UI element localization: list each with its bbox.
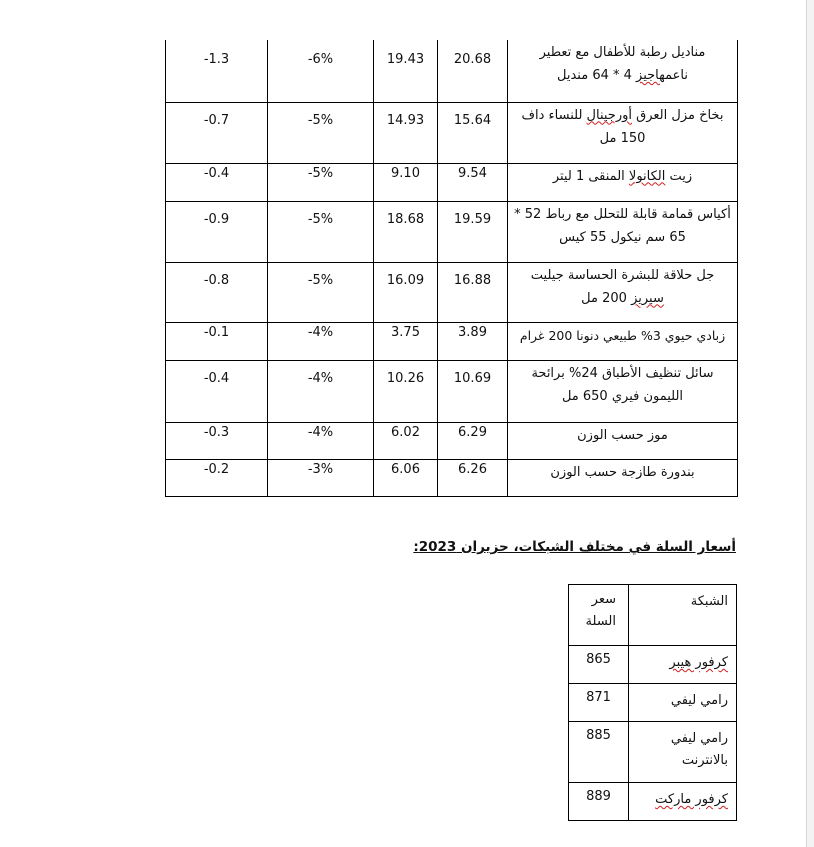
price-change-cell: -0.7: [166, 102, 268, 163]
basket-price-cell: 889: [569, 783, 629, 821]
table-row: [166, 40, 738, 102]
old-price-cell: 6.26: [438, 459, 508, 496]
product-name-text-end: 200 مل: [581, 290, 632, 306]
price-change-cell: -0.2: [166, 459, 268, 496]
networks-section-heading: أسعار السلة في مختلف الشبكات، حزيران 2023:: [413, 539, 736, 555]
percent-change-cell: -6%: [268, 40, 374, 102]
table-row: [166, 102, 738, 163]
new-price-cell: 6.02: [374, 422, 438, 459]
table-row: [166, 262, 738, 322]
product-name-text-end: 4 * 64 منديل: [557, 68, 637, 83]
network-name-text: رامي ليفي بالانترنت: [670, 731, 728, 768]
product-name-text: مناديل رطبة للأطفال مع تعطير ناعم: [539, 45, 706, 83]
network-name-text: رامي ليفي: [670, 693, 728, 708]
table-row: [166, 322, 738, 360]
old-price-cell: 20.68: [438, 40, 508, 102]
product-name-cell: موز حسب الوزن: [508, 422, 738, 459]
old-price-cell: 10.69: [438, 360, 508, 422]
table-row: [569, 684, 737, 722]
table-row: [166, 360, 738, 422]
percent-change-cell: -4%: [268, 360, 374, 422]
basket-price-cell: 865: [569, 646, 629, 684]
percent-change-cell: -4%: [268, 422, 374, 459]
network-name-cell: [629, 783, 737, 821]
product-name-cell: بندورة طازجة حسب الوزن: [508, 459, 738, 496]
percent-change-cell: -5%: [268, 102, 374, 163]
price-change-cell: -0.1: [166, 322, 268, 360]
table-row: [569, 722, 737, 783]
product-name-cell: [508, 40, 738, 102]
price-change-cell: -0.4: [166, 163, 268, 201]
product-name-text-end: للنساء داف 150 مل: [521, 107, 646, 146]
price-change-cell: -0.8: [166, 262, 268, 322]
price-change-cell: -0.4: [166, 360, 268, 422]
basket-price-cell: 885: [569, 722, 629, 783]
price-change-cell: -1.3: [166, 40, 268, 102]
product-name-flagged-word: أورجينال: [586, 107, 632, 123]
old-price-cell: 16.88: [438, 262, 508, 322]
table-row: [166, 163, 738, 201]
percent-change-cell: -5%: [268, 201, 374, 262]
product-name-cell: [508, 102, 738, 163]
network-name-text: كرفور ماركت: [655, 792, 728, 807]
basket-price-cell: 871: [569, 684, 629, 722]
new-price-cell: 16.09: [374, 262, 438, 322]
old-price-cell: 3.89: [438, 322, 508, 360]
percent-change-cell: -5%: [268, 163, 374, 201]
products-table-body: [166, 40, 738, 496]
price-change-cell: -0.3: [166, 422, 268, 459]
network-name-text: كرفور هيبر: [669, 655, 728, 670]
network-name-cell: [629, 646, 737, 684]
new-price-cell: 6.06: [374, 459, 438, 496]
new-price-cell: 18.68: [374, 201, 438, 262]
product-name-cell: سائل تنظيف الأطباق 24% برائحة الليمون فيري 650 مل: [508, 360, 738, 422]
product-name-cell: أكياس قمامة قابلة للتحلل مع رباط 52 * 65 سم نيكول 55 كيس: [508, 201, 738, 262]
old-price-cell: 19.59: [438, 201, 508, 262]
product-name-cell: [508, 262, 738, 322]
product-name-flagged-word: سيريز: [631, 290, 664, 306]
table-row: [166, 422, 738, 459]
old-price-cell: 15.64: [438, 102, 508, 163]
products-price-table: [165, 40, 738, 497]
product-name-cell: [508, 163, 738, 201]
percent-change-cell: -4%: [268, 322, 374, 360]
new-price-cell: 14.93: [374, 102, 438, 163]
old-price-cell: 6.29: [438, 422, 508, 459]
product-name-text: زيت: [665, 168, 693, 184]
network-name-cell: [629, 722, 737, 783]
table-row: [569, 783, 737, 821]
network-basket-price-table: [568, 584, 737, 821]
new-price-cell: 3.75: [374, 322, 438, 360]
table-header-row: [569, 585, 737, 646]
header-network: الشبكة: [629, 585, 737, 646]
product-name-flagged-word: هاجيز: [636, 68, 666, 83]
network-name-cell: [629, 684, 737, 722]
product-name-text-end: المنقى 1 ليتر: [552, 168, 629, 184]
product-name-cell: زبادي حيوي 3% طبيعي دنونا 200 غرام: [508, 322, 738, 360]
product-name-text: بخاخ مزل العرق: [632, 107, 724, 123]
new-price-cell: 19.43: [374, 40, 438, 102]
product-name-flagged-word: الكانولا: [628, 168, 666, 184]
price-change-cell: -0.9: [166, 201, 268, 262]
table-row: [166, 459, 738, 496]
table-row: [569, 646, 737, 684]
page-edge-shadow: [807, 0, 814, 847]
new-price-cell: 10.26: [374, 360, 438, 422]
old-price-cell: 9.54: [438, 163, 508, 201]
percent-change-cell: -3%: [268, 459, 374, 496]
new-price-cell: 9.10: [374, 163, 438, 201]
table-row: [166, 201, 738, 262]
percent-change-cell: -5%: [268, 262, 374, 322]
header-basket-price: سعر السلة: [569, 585, 629, 646]
product-name-text: جل حلاقة للبشرة الحساسة جيليت: [530, 267, 715, 283]
